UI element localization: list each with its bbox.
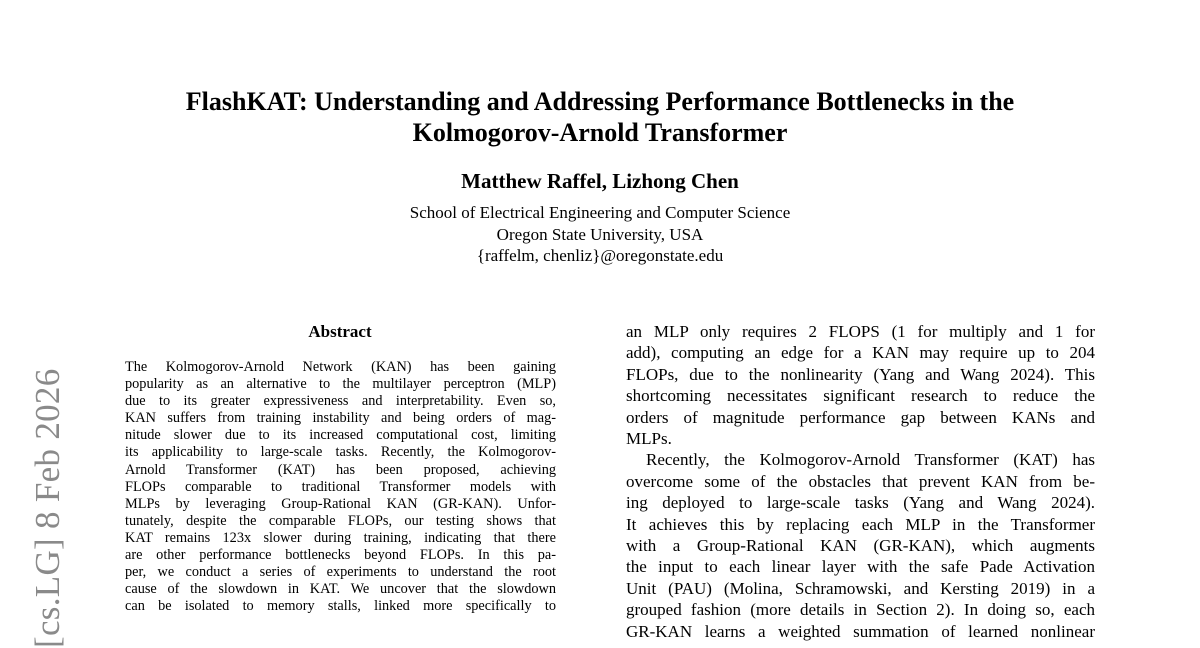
affiliation xyxy=(100,202,1100,267)
intro-line: overcome some of the obstacles that prevent KAN from be- xyxy=(626,471,1095,491)
abstract-line: cause of the slowdown in KAT. We uncover that the slowdown xyxy=(125,581,556,598)
intro-line: an MLP only requires 2 FLOPS (1 for multiply and 1 for xyxy=(626,322,1095,341)
intro-line: with a Group-Rational KAN (GR-KAN), which augments xyxy=(626,536,1095,556)
abstract-line: The Kolmogorov-Arnold Network (KAN) has been gaining xyxy=(125,359,556,375)
abstract-line: tunately, despite the comparable FLOPs, our testing shows that xyxy=(125,512,556,529)
email: {raffelm, chenliz}@oregonstate.edu xyxy=(476,246,724,265)
title-line: Kolmogorov-Arnold Transformer xyxy=(412,118,788,147)
intro-line: MLPs. xyxy=(626,429,672,449)
intro-paragraph-1 xyxy=(626,321,1095,449)
paper-title xyxy=(100,86,1100,148)
abstract-line: popularity as an alternative to the multilayer perceptron (MLP) xyxy=(125,376,556,393)
abstract-line: KAN suffers from training instability and being orders of mag- xyxy=(125,410,556,427)
intro-line: the input to each linear layer with the safe Pade Activation xyxy=(626,557,1095,577)
intro-line: It achieves this by replacing each MLP in the Transformer xyxy=(626,514,1095,534)
intro-line: grouped fashion (more details in Section 2). In doing so, each xyxy=(626,600,1095,620)
intro-line: ing deployed to large-scale tasks (Yang and Wang 2024). xyxy=(626,493,1095,513)
abstract-heading: Abstract xyxy=(308,322,372,341)
intro-line: add), computing an edge for a KAN may require up to 204 xyxy=(626,343,1095,363)
intro-line: GR-KAN learns a weighted summation of learned nonlinear xyxy=(626,621,1095,641)
authors: Matthew Raffel, Lizhong Chen xyxy=(461,169,739,193)
abstract-line: per, we conduct a series of experiments to understand the root xyxy=(125,564,556,581)
intro-line: Recently, the Kolmogorov-Arnold Transformer (KAT) has xyxy=(646,450,1095,470)
abstract-line: its applicability to large-scale tasks. Recently, the Kolmogorov- xyxy=(125,444,556,461)
university: Oregon State University, USA xyxy=(496,224,704,244)
intro-line: Unit (PAU) (Molina, Schramowski, and Kersting 2019) in a xyxy=(626,578,1095,598)
abstract-line: due to its greater expressiveness and interpretability. Even so, xyxy=(125,393,556,410)
abstract-line: are other performance bottlenecks beyond FLOPs. In this pa- xyxy=(125,547,556,564)
title-line: FlashKAT: Understanding and Addressing Performance Bottlenecks in the xyxy=(185,87,1015,116)
abstract-line: MLPs by leveraging Group-Rational KAN (GR-KAN). Unfor- xyxy=(125,495,556,512)
arxiv-stamp: [cs.LG] 8 Feb 2026 xyxy=(28,368,67,648)
abstract-body xyxy=(125,359,556,615)
intro-line: orders of magnitude performance gap between KANs and xyxy=(626,407,1095,427)
intro-paragraph-2 xyxy=(626,449,1095,642)
intro-line: FLOPs, due to the nonlinearity (Yang and Wang 2024). This xyxy=(626,364,1095,384)
abstract-line: KAT remains 123x slower during training, indicating that there xyxy=(125,529,556,546)
abstract-line: Arnold Transformer (KAT) has been proposed, achieving xyxy=(125,461,556,478)
abstract-line: can be isolated to memory stalls, linked more specifically to xyxy=(125,598,556,615)
abstract-line: FLOPs comparable to traditional Transformer models with xyxy=(125,478,556,495)
intro-column xyxy=(626,321,1095,642)
abstract-line: nitude slower due to its increased computational cost, limiting xyxy=(125,427,556,444)
department: School of Electrical Engineering and Computer Science xyxy=(409,203,791,222)
intro-line: shortcoming necessitates significant research to reduce the xyxy=(626,386,1095,406)
